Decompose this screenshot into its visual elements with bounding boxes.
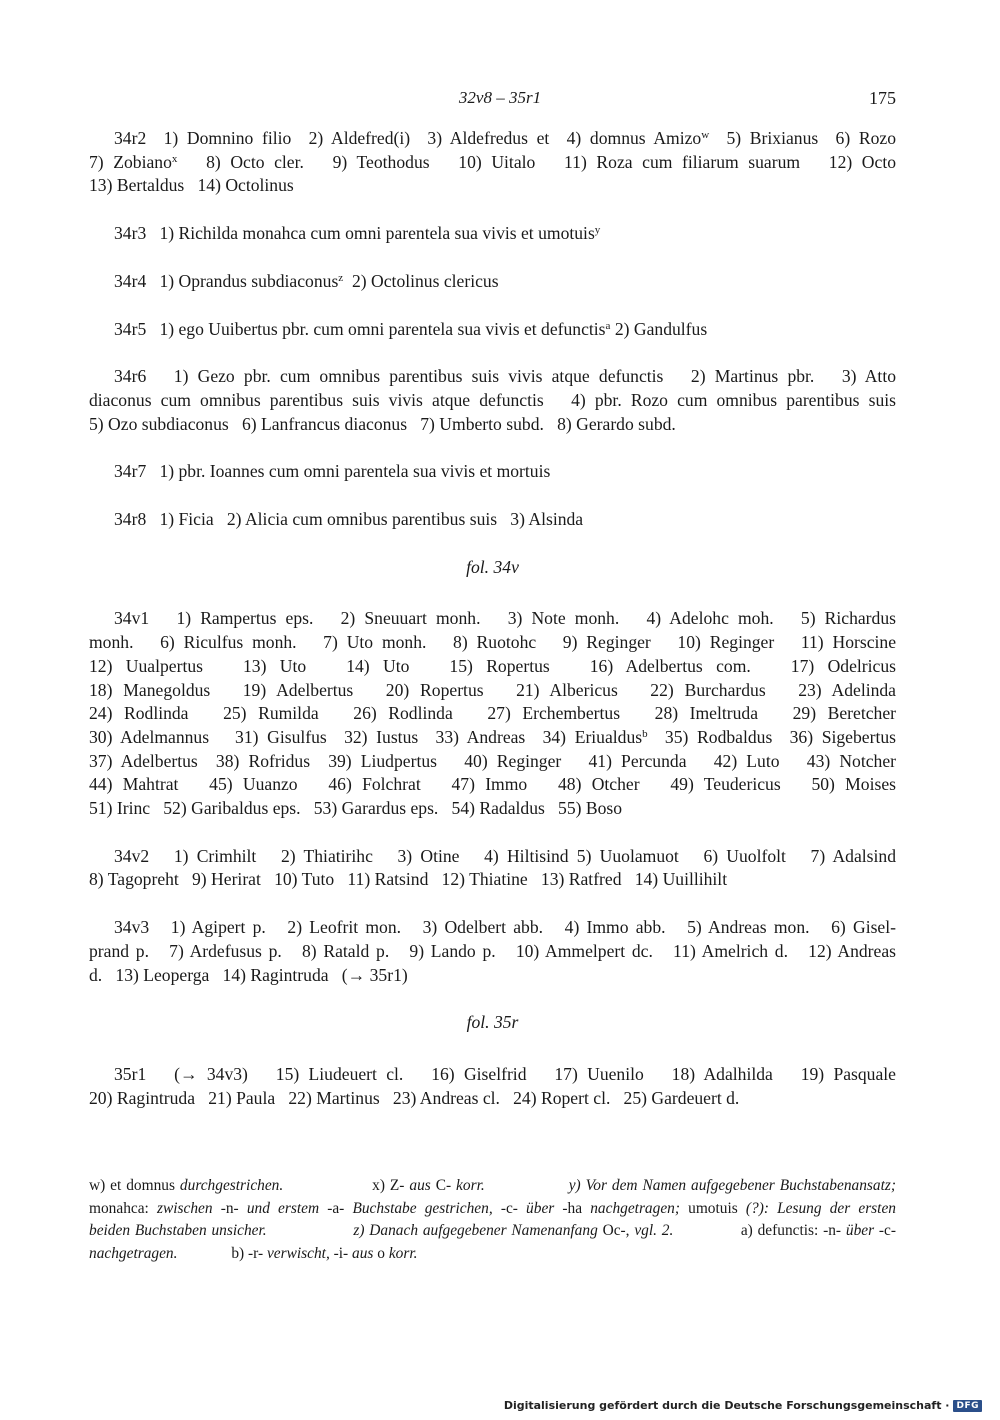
entry-line: 34r3 1) Richilda monahca cum omni parentela sua vivis et umotuis$^y$ [114, 223, 601, 244]
entry-34r8 [89, 508, 896, 532]
credit-text: Digitalisierung gefördert durch die Deutsche Forschungsgemeinschaft · [503, 1399, 950, 1412]
folio-heading-35r: fol. 35r [466, 1012, 519, 1033]
entry-line: 34v3 1) Agipert p. 2) Leofrit mon. 3) Odelbert abb. 4) Immo abb. 5) Andreas mon. 6) Gisel- [114, 917, 896, 938]
entry-line: 34v1 1) Rampertus eps. 2) Sneuuart monh. 3) Note monh. 4) Adelohc moh. 5) Richardus [114, 608, 896, 629]
entry-line: 34r5 1) ego Uuibertus pbr. cum omni parentela sua vivis et defunctis$^a$ 2) Gandulfus [114, 318, 708, 339]
entry-line: 34v2 1) Crimhilt 2) Thiatirihc 3) Otine 4) Hiltisind 5) Uuolamuot 6) Uuolfolt 7) Adalsind [114, 845, 896, 866]
page-number: 175 [869, 88, 896, 108]
entry-34r4 [89, 270, 896, 294]
entry-34r7 [89, 460, 896, 484]
entry-line: 44) Mahtrat 45) Uuanzo 46) Folchrat 47) Immo 48) Otcher 49) Teudericus 50) Moises [89, 774, 896, 795]
entry-line: 34r2 1) Domnino filio 2) Aldefred(i) 3) Aldefredus et 4) domnus Amizo$^w$ 5) Brixianus 6) Rozo [114, 128, 896, 148]
entry-line: 7) Zobiano$^x$ 8) Octo cler. 9) Teothodus 10) Uitalo 11) Roza cum filiarum suarum 12) Octo [89, 151, 897, 172]
page-header-title: 32v8 – 35r1 [458, 88, 542, 107]
entry-line: 34r7 1) pbr. Ioannes cum omni parentela sua vivis et mortuis [114, 461, 551, 482]
footnote-line: monahca: zwischen -n- und erstem -a- Buchstabe gestrichen, -c- über -ha nachgetragen; umotuis (?): Lesung der ersten [89, 1199, 896, 1217]
folio-heading-34v: fol. 34v [466, 556, 519, 577]
entry-line: 20) Ragintruda 21) Paula 22) Martinus 23) Andreas cl. 24) Ropert cl. 25) Gardeuert d. [89, 1087, 740, 1108]
entry-34r2 [89, 127, 896, 198]
entry-34r5 [89, 318, 896, 342]
entry-line: 35r1 (→ 34v3) 15) Liudeuert cl. 16) Giselfrid 17) Uuenilo 18) Adalhilda 19) Pasquale [114, 1063, 896, 1084]
entry-34r3 [89, 222, 896, 246]
entry-line: 12) Uualpertus 13) Uto 14) Uto 15) Ropertus 16) Adelbertus com. 17) Odelricus [89, 655, 896, 676]
footnotes [89, 1175, 896, 1265]
entry-line: 24) Rodlinda 25) Rumilda 26) Rodlinda 27) Erchembertus 28) Imeltruda 29) Beretcher [89, 703, 896, 724]
footnote-line: beiden Buchstaben unsicher. z) Danach aufgegebener Namenanfang Oc-, vgl. 2. a) defunctis: -n- über -c- [89, 1222, 897, 1239]
entry-line: diaconus cum omnibus parentibus suis vivis atque defunctis 4) pbr. Rozo cum omnibus parentibus suis [89, 389, 896, 410]
entry-line: monh. 6) Riculfus monh. 7) Uto monh. 8) Ruotohc 9) Reginger 10) Reginger 11) Horscine [89, 632, 896, 653]
footnote-line: w) et domnus durchgestrichen. x) Z- aus C- korr. y) Vor dem Namen aufgegebener Buchstabenansatz; [89, 1177, 896, 1194]
entry-34v3 [89, 916, 896, 987]
entry-line: 8) Tagopreht 9) Herirat 10) Tuto 11) Ratsind 12) Thiatine 13) Ratfred 14) Uuillihilt [89, 869, 728, 890]
entry-line: prand p. 7) Ardefusus p. 8) Ratald p. 9) Lando p. 10) Ammelpert dc. 11) Amelrich d. 12) Andreas [89, 940, 896, 961]
entry-line: 51) Irinc 52) Garibaldus eps. 53) Garardus eps. 54) Radaldus 55) Boso [89, 798, 623, 819]
document-body [89, 127, 896, 1134]
entry-line: 13) Bertaldus 14) Octolinus [89, 175, 294, 196]
entry-line: 34r4 1) Oprandus subdiaconus$^z$ 2) Octolinus clericus [114, 270, 499, 291]
entry-34r6 [89, 365, 896, 436]
entry-line: 37) Adelbertus 38) Rofridus 39) Liudpertus 40) Reginger 41) Percunda 42) Luto 43) Notcher [89, 750, 896, 771]
footnote-line: nachgetragen. b) -r- verwischt, -i- aus o korr. [89, 1244, 418, 1262]
entry-34v1 [89, 607, 896, 820]
entry-line: 5) Ozo subdiaconus 6) Lanfrancus diaconus 7) Umberto subd. 8) Gerardo subd. [89, 413, 676, 434]
entry-line: 34r6 1) Gezo pbr. cum omnibus parentibus suis vivis atque defunctis 2) Martinus pbr. 3) Atto [114, 366, 896, 387]
entry-line: 34r8 1) Ficia 2) Alicia cum omnibus parentibus suis 3) Alsinda [114, 509, 584, 530]
entry-line: d. 13) Leoperga 14) Ragintruda (→ 35r1) [89, 964, 408, 985]
entry-35r1 [89, 1063, 896, 1110]
dfg-logo: DFG [953, 1400, 982, 1412]
entry-34v2 [89, 845, 896, 892]
entry-line: 18) Manegoldus 19) Adelbertus 20) Ropertus 21) Albericus 22) Burchardus 23) Adelinda [89, 679, 896, 700]
entry-line: 30) Adelmannus 31) Gisulfus 32) Iustus 33) Andreas 34) Eriualdus$^b$ 35) Rodbaldus 36) Sigebertus [89, 726, 896, 747]
digitization-credit [504, 1399, 982, 1412]
